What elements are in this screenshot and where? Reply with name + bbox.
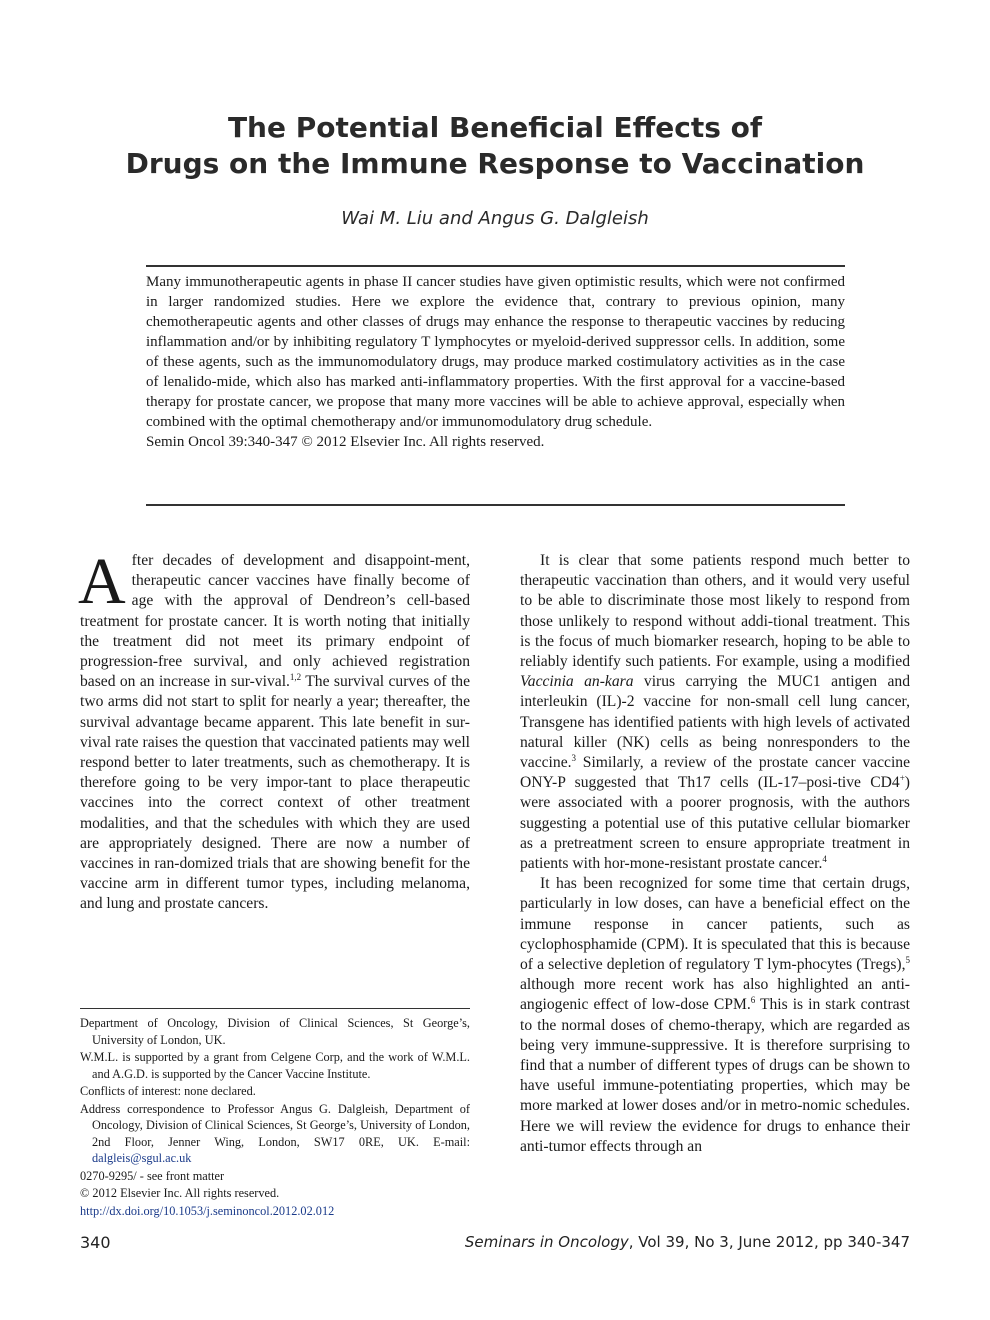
title-line-1: The Potential Beneficial Effects of <box>227 111 763 144</box>
ref-1-2[interactable]: 1,2 <box>289 672 302 683</box>
journal-name: Seminars in Oncology <box>464 1233 629 1251</box>
page-number: 340 <box>80 1233 111 1252</box>
authors: Wai M. Liu and Angus G. Dalgleish <box>341 208 649 229</box>
title-line-2: Drugs on the Immune Response to Vaccination <box>125 147 865 180</box>
footnote-copyright: © 2012 Elsevier Inc. All rights reserved. <box>80 1186 280 1200</box>
p1-text-a: It is clear that some patients respond much better to therapeutic vaccination than others, and it would very useful to be able to discriminate those most likely to respond from those unlikely to respond without addi-tional treatment. This is the focus of much biomarker research, hoping to be able to reliably identify such patients. For example, using a modified <box>520 552 910 671</box>
footnote-address <box>80 1101 470 1167</box>
ref-3[interactable]: 3 <box>571 752 577 763</box>
footnote-issn: 0270-9295/ - see front matter <box>80 1168 225 1183</box>
ref-6[interactable]: 6 <box>750 995 756 1006</box>
journal-details: , Vol 39, No 3, June 2012, pp 340-347 <box>628 1233 910 1251</box>
drop-cap: A <box>78 545 126 618</box>
journal-footer <box>465 1233 910 1251</box>
footnotes <box>80 1015 470 1220</box>
intro-paragraph <box>78 545 470 915</box>
footnote-support: W.M.L. is supported by a grant from Celgene Corp, and the work of W.M.L. and A.G.D. is supported by the Cancer Vaccine Institute. <box>80 1050 470 1081</box>
left-column <box>78 545 470 915</box>
intro-text-b: The survival curves of the two arms did not start to split for nearly a year; thereafter, the survival advantage became apparent. This late benefit in sur-vival rate raises the question that vaccinated patients may well respond better to later treatments, such as chemotherapy. It is therefore going to be very impor-tant to place therapeutic vaccines into the correct context of other treatment modalities, and that the schedules with which they are used are appropriately designed. There are now a number of vaccines in ran-domized trials that are showing benefit for the vaccine arm in different tumor types, including melanoma, and lung and prostate cancers. <box>80 673 470 913</box>
drugs-paragraph <box>520 874 910 1157</box>
ref-5[interactable]: 5 <box>905 954 910 965</box>
p2-text-a: It has been recognized for some time that certain drugs, particularly in low doses, can have a beneficial effect on the immune response in cancer patients, such as cyclophosphamide (CPM). It is speculated that this is because of a selective depletion of regulatory T lym-phocytes (Tregs), <box>520 875 910 974</box>
ref-4[interactable]: 4 <box>822 853 827 864</box>
right-column <box>520 551 910 1219</box>
p1-text-d: ) were associated with a poorer prognosis, with the authors suggesting a potential use of this putative cellular biomarker as a pretreatment screen to ensure appropriate treatment in patients with hor-mone-resistant prostate cancer. <box>520 774 910 873</box>
doi-link[interactable]: http://dx.doi.org/10.1053/j.seminoncol.2012.02.012 <box>80 1203 335 1218</box>
abstract-text: Many immunotherapeutic agents in phase II cancer studies have given optimistic results, which were not confirmed in larger randomized studies. Here we explore the evidence that, contrary to previous opinion, many chemotherapeutic agents and other classes of drugs may enhance the response to therapeutic vaccines by reducing inflammation and/or by inhibiting regulatory T lymphocytes or myeloid-derived suppressor cells. In addition, some of these agents, such as the immunomodulatory drugs, may produce marked costimulatory activities as in the case of lenalido-mide, which also has marked anti-inflammatory properties. With the first approval for a vaccine-based therapy for prostate cancer, we propose that many more vaccines will be able to achieve approval, especially when combined with the optimal chemotherapy and/or immunomodulatory drug schedule. <box>146 274 845 430</box>
p1-italic-term: Vaccinia an-kara <box>520 673 634 691</box>
p1-text-c: Similarly, a review of the prostate cancer vaccine ONY-P suggested that Th17 cells (IL-17–posi-tive CD4 <box>520 754 910 792</box>
intro-text-a: fter decades of development and disappoint-ment, therapeutic cancer vaccines have finally become of age with the approval of Dendreon’s cell-based treatment for prostate cancer. It is worth noting that initially the treatment did not meet its primary endpoint of progression-free survival, and only achieved registration based on an increase in sur-vival. <box>80 552 470 691</box>
footnote-rule <box>80 1008 470 1009</box>
p2-text-b: although more recent work has also highlighted an anti-angiogenic effect of low-dose CPM. <box>520 976 910 1014</box>
abstract-top-rule <box>146 265 845 267</box>
citation: Semin Oncol 39:340-347 © 2012 Elsevier Inc. All rights reserved. <box>146 434 545 450</box>
biomarker-paragraph <box>520 551 910 874</box>
footnote-conflicts: Conflicts of interest: none declared. <box>80 1084 256 1098</box>
email-link[interactable]: dalgleis@sgul.ac.uk <box>92 1151 192 1165</box>
p1-text-b: virus carrying the MUC1 antigen and interleukin (IL)-2 vaccine for non-small cell lung cancer, Transgene has identified patients with high levels of activated natural killer (NK) cells as being nonresponders to the vaccine. <box>520 673 910 772</box>
article-title <box>0 110 990 182</box>
footnote-affiliation: Department of Oncology, Division of Clinical Sciences, St George’s, University of London, UK. <box>80 1016 470 1047</box>
p2-text-c: This is in stark contrast to the normal doses of chemo-therapy, which are regarded as being very immune-suppressive. It is therefore surprising to find that a number of different types of drugs can be shown to have useful immune-potentiating properties, which may be more marked at lower doses and/or in metro-nomic schedules. Here we will review the evidence for drugs to enhance their anti-tumor effects through an <box>520 996 910 1155</box>
address-text: Address correspondence to Professor Angus G. Dalgleish, Department of Oncology, Division of Clinical Sciences, St George’s, University of London, 2nd Floor, Jenner Wing, London, SW17 0RE, UK. E-mail: <box>80 1101 470 1149</box>
abstract <box>146 272 845 452</box>
abstract-bottom-rule <box>146 504 845 506</box>
cd4-plus: + <box>899 773 905 784</box>
